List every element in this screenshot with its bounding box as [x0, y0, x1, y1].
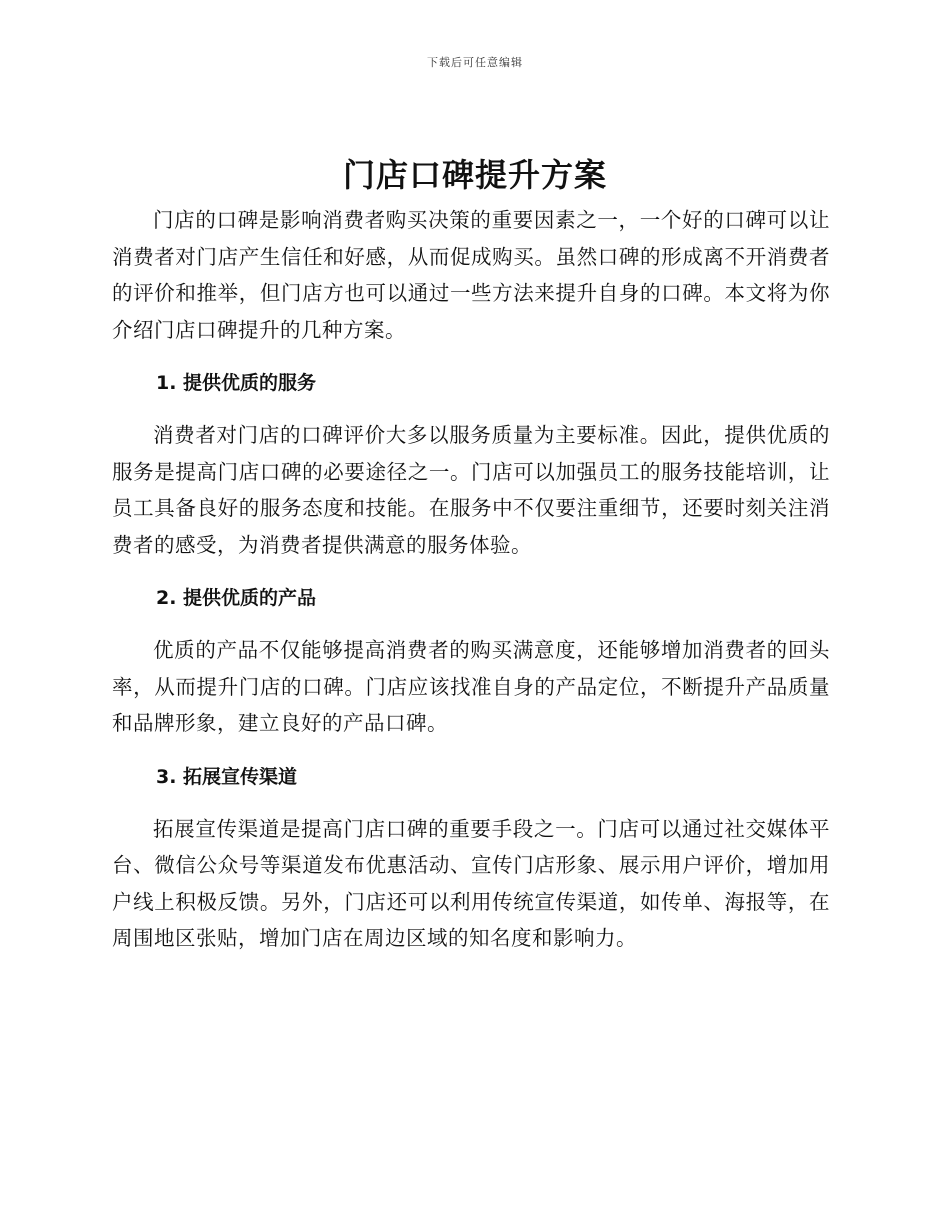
document-title: 门店口碑提升方案 — [342, 156, 607, 194]
section-paragraph-product: 优质的产品不仅能够提高消费者的购买满意度，还能够增加消费者的回头率，从而提升门店的口碑。门店应该找准自身的产品定位，不断提升产品质量和品牌形象，建立良好的产品口碑。 — [112, 638, 830, 735]
section-paragraph-promotion: 拓展宣传渠道是提高门店口碑的重要手段之一。门店可以通过社交媒体平台、微信公众号等渠道发布优惠活动、宣传门店形象、展示用户评价，增加用户线上积极反馈。另外，门店还可以利用传统宣传渠道，如传单、海报等，在周围地区张贴，增加门店在周边区域的知名度和影响力。 — [112, 816, 830, 950]
header-note: 下载后可任意编辑 — [427, 56, 523, 69]
section-heading-product: 2. 提供优质的产品 — [156, 587, 317, 609]
intro-paragraph: 门店的口碑是影响消费者购买决策的重要因素之一，一个好的口碑可以让消费者对门店产生信任和好感，从而促成购买。虽然口碑的形成离不开消费者的评价和推举，但门店方也可以通过一些方法来提升自身的口碑。本文将为你介绍门店口碑提升的几种方案。 — [112, 208, 830, 342]
section-paragraph-service: 消费者对门店的口碑评价大多以服务质量为主要标准。因此，提供优质的服务是提高门店口碑的必要途径之一。门店可以加强员工的服务技能培训，让员工具备良好的服务态度和技能。在服务中不仅要注重细节，还要时刻关注消费者的感受，为消费者提供满意的服务体验。 — [112, 423, 830, 557]
section-heading-promotion: 3. 拓展宣传渠道 — [156, 765, 298, 788]
section-heading-service: 1. 提供优质的服务 — [156, 372, 317, 394]
document-body — [112, 202, 830, 957]
